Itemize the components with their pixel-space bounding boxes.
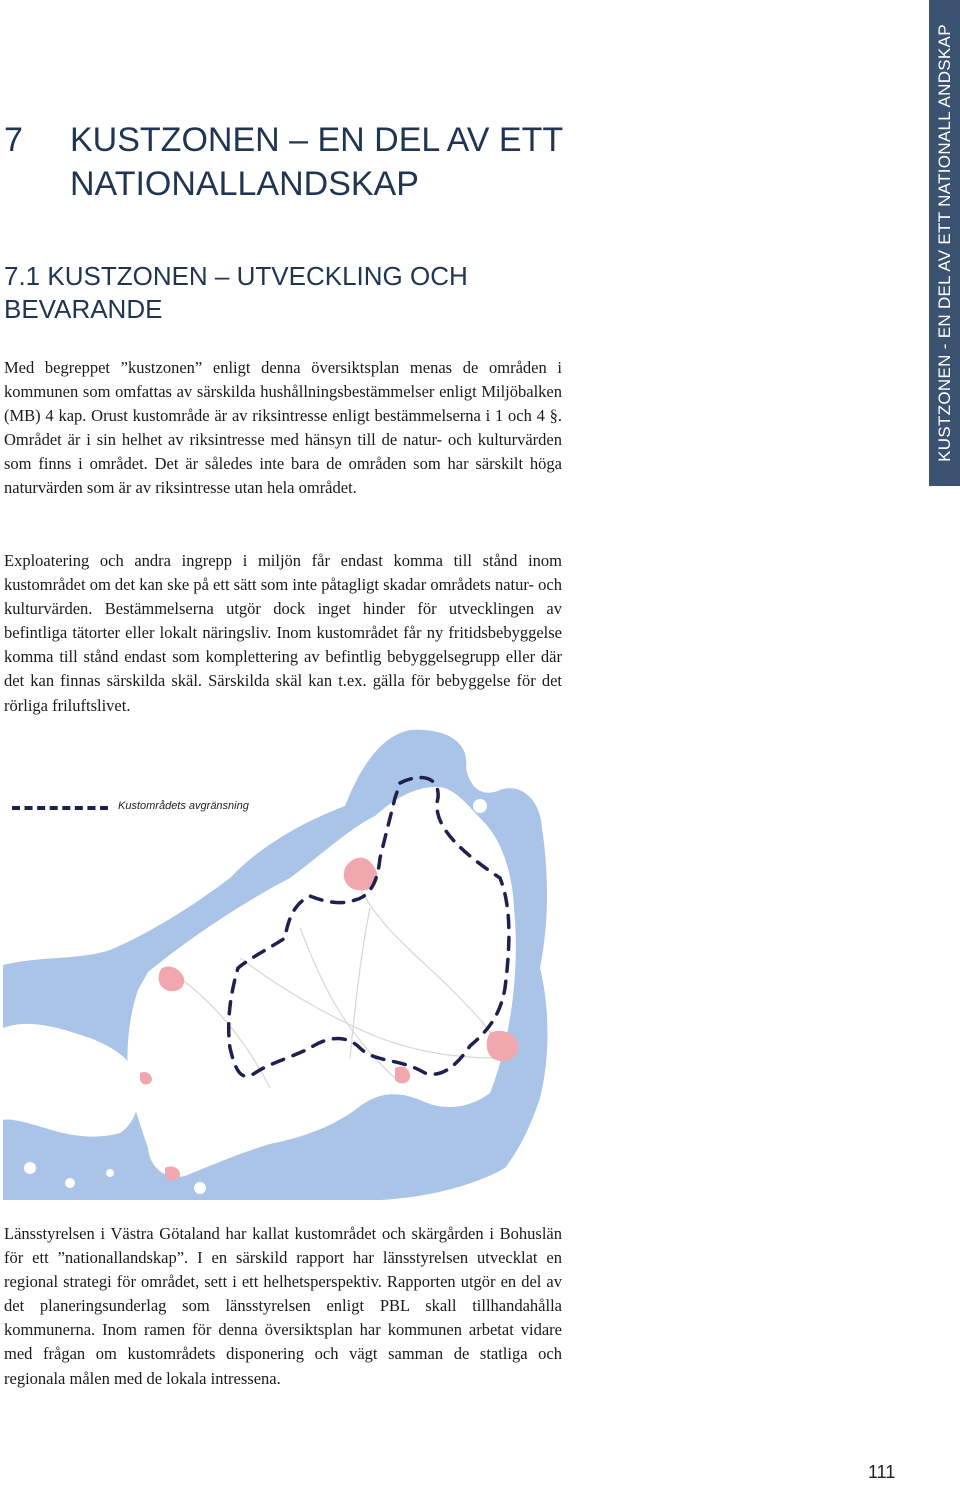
body-paragraph-1: Med begreppet ”kustzonen” enligt denna översiktsplan menas de områden i kommunen som omfattas av särskilda hushållningsbestämmelser enligt Miljöbalken (MB) 4 kap. Orust kustområde är av riksintresse enligt bestämmelserna i 1 och 4 §. Området är i sin helhet av riksintresse med hänsyn till de natur- och kulturvärden som finns i området. Det är således inte bara de områden som har särskilt höga naturvärden som är av riksintresse utan hela området. [4,358,562,498]
body-paragraph-2: Exploatering och andra ingrepp i miljön får endast komma till stånd inom kustområdet om det kan ske på ett sätt som inte påtagligt skadar områdets natur- och kulturvärden. Bestämmelserna utgör dock inget hinder för utvecklingen av befintliga tätorter eller lokalt näringsliv. Inom kustområdet får ny fritidsbebyggelse komma till stånd endast som komplettering av befintlig bebyggelsegrupp eller där det kan finnas särskilda skäl. Särskilda skäl kan t.ex. gälla för bebyggelse för det rörliga friluftslivet. [4,551,562,715]
chapter-side-tab [929,0,960,486]
legend-label: Kustområdets avgränsning [118,800,249,812]
coastal-zone-map [0,728,560,1202]
legend-dashed-line [12,806,108,810]
section-title: 7.1 KUSTZONEN – UTVECKLING OCH BEVARANDE [4,261,468,324]
page-number: 111 [868,1462,896,1482]
side-tab-label: KUSTZONEN - EN DEL AV ETT NATIONALL ANDSKAP [934,24,954,462]
chapter-number: 7 [4,121,23,159]
chapter-title: KUSTZONEN – EN DEL AV ETT NATIONALLANDSKAP [70,121,563,203]
body-paragraph-3: Länsstyrelsen i Västra Götaland har kallat kustområdet och skärgården i Bohuslän för ett ”nationallandskap”. I en särskild rapport har länsstyrelsen utvecklat en regional strategi för området, sett i ett helhetsperspektiv. Rapporten utgör en del av det planeringsunderlag som länsstyrelsen enligt PBL skall tillhandahålla kommunerna. Inom ramen för denna översiktsplan har kommunen arbetat vidare med frågan om kustområdets disponering och vägt samman de statliga och regionala målen med de lokala intressena. [4,1224,562,1388]
